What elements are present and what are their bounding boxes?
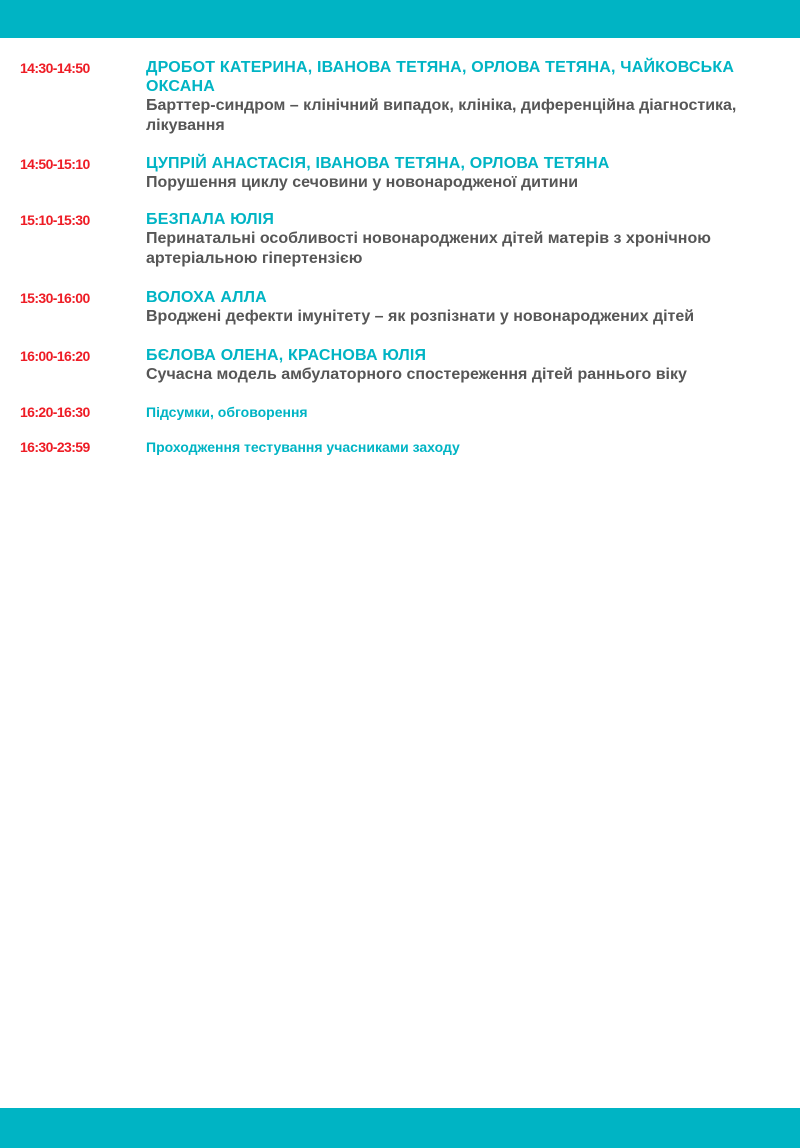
- session-speakers: ЦУПРІЙ АНАСТАСІЯ, ІВАНОВА ТЕТЯНА, ОРЛОВА ТЕТЯНА: [146, 155, 610, 172]
- session-speakers: ДРОБОТ КАТЕРИНА, ІВАНОВА ТЕТЯНА, ОРЛОВА ТЕТЯНА, ЧАЙКОВСЬКА ОКСАНА: [146, 59, 735, 95]
- session-topic: Порушення циклу сечовини у новонародженої дитини: [146, 174, 579, 191]
- session-time: 15:10-15:30: [20, 212, 90, 228]
- session-topic: Сучасна модель амбулаторного спостереження дітей раннього віку: [146, 366, 687, 383]
- schedule-item-testing: [0, 437, 800, 467]
- program-schedule: [0, 58, 800, 467]
- top-color-band: [0, 0, 800, 38]
- session-time: 16:20-16:30: [20, 404, 90, 420]
- session-topic: Вроджені дефекти імунітету – як розпізнати у новонароджених дітей: [146, 308, 695, 325]
- session-speakers: ВОЛОХА АЛЛА: [146, 289, 267, 306]
- bottom-color-band: [0, 1108, 800, 1148]
- session-note: Проходження тестування учасниками заходу: [146, 439, 460, 455]
- schedule-item: [0, 58, 800, 154]
- schedule-item: [0, 288, 800, 346]
- session-speakers: БЄЛОВА ОЛЕНА, КРАСНОВА ЮЛІЯ: [146, 347, 427, 364]
- session-time: 16:00-16:20: [20, 348, 90, 364]
- session-time: 14:30-14:50: [20, 60, 90, 76]
- session-time: 14:50-15:10: [20, 156, 90, 172]
- schedule-item: [0, 210, 800, 288]
- session-time: 16:30-23:59: [20, 439, 90, 455]
- schedule-item-discussion: [0, 402, 800, 437]
- schedule-item: [0, 346, 800, 402]
- session-topic: Перинатальні особливості новонароджених дітей матерів з хронічною артеріальною гіпертензією: [146, 230, 711, 267]
- session-note: Підсумки, обговорення: [146, 404, 308, 420]
- session-time: 15:30-16:00: [20, 290, 90, 306]
- schedule-item: [0, 154, 800, 210]
- session-speakers: БЕЗПАЛА ЮЛІЯ: [146, 211, 275, 228]
- session-topic: Барттер-синдром – клінічний випадок, клініка, диференційна діагностика, лікування: [146, 97, 737, 134]
